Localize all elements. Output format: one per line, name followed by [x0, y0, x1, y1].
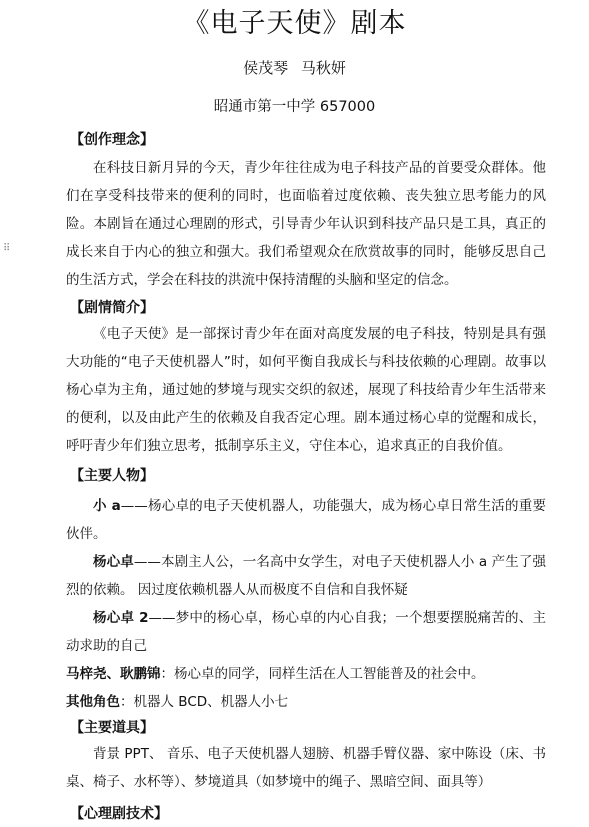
props-paragraph: 背景 PPT、 音乐、电子天使机器人翅膀、机器手臂仪器、家中陈设（床、书桌、椅子、水杯等）、梦境道具（如梦境中的绳子、黑暗空间、面具等） — [66, 746, 546, 790]
character-name: 小 a — [93, 498, 121, 514]
section-heading-synopsis: 【剧情简介】 — [70, 300, 154, 316]
character-entry — [66, 688, 546, 716]
drag-handle-icon[interactable]: ⠿ — [3, 243, 12, 254]
author-line: 侯茂琴 马秋妍 — [243, 59, 346, 77]
section-heading-characters: 【主要人物】 — [70, 468, 154, 484]
character-name: 马梓尧、耿鹏锦 — [66, 666, 161, 682]
section-heading-technique: 【心理剧技术】 — [70, 806, 168, 822]
character-description: ：机器人 BCD、机器人小七 — [120, 694, 289, 710]
character-entry — [66, 548, 546, 604]
character-description: ：杨心卓的同学，同样生活在人工智能普及的社会中。 — [160, 666, 485, 682]
character-name: 杨心卓 — [93, 554, 134, 570]
character-name: 其他角色 — [66, 694, 120, 710]
character-description: ——杨心卓的电子天使机器人，功能强大，成为杨心卓日常生活的重要伙伴。 — [66, 498, 547, 542]
character-entry — [66, 660, 546, 688]
section-heading-concept: 【创作理念】 — [70, 132, 154, 148]
section-heading-props: 【主要道具】 — [70, 720, 154, 736]
character-entry — [66, 604, 546, 660]
character-name: 杨心卓 2 — [93, 610, 149, 626]
character-description: ——本剧主人公，一名高中女学生，对电子天使机器人小 a 产生了强烈的依赖。 因过度依赖机器人从而极度不自信和自我怀疑 — [66, 554, 546, 598]
character-description: ——梦中的杨心卓，杨心卓的内心自我；一个想要摆脱痛苦的、主动求助的自己 — [66, 610, 546, 654]
document-title: 《电子天使》剧本 — [182, 8, 407, 39]
school-line: 昭通市第一中学 657000 — [213, 99, 376, 115]
synopsis-paragraph: 《电子天使》是一部探讨青少年在面对高度发展的电子科技，特别是具有强大功能的“电子天使机器人”时，如何平衡自我成长与科技依赖的心理剧。故事以杨心卓为主角，通过她的梦境与现实交织的叙述，展现了科技给青少年生活带来的便利，以及由此产生的依赖及自我否定心理。剧本通过杨心卓的觉醒和成长，呼吁青少年们独立思考，抵制享乐主义，守住本心，追求真正的自我价值。 — [66, 326, 546, 454]
character-entry — [66, 492, 546, 548]
concept-paragraph: 在科技日新月异的今天，青少年往往成为电子科技产品的首要受众群体。他们在享受科技带来的便利的同时，也面临着过度依赖、丧失独立思考能力的风险。本剧旨在通过心理剧的形式，引导青少年认识到科技产品只是工具，真正的成长来自于内心的独立和强大。我们希望观众在欣赏故事的同时，能够反思自己的生活方式，学会在科技的洪流中保持清醒的头脑和坚定的信念。 — [66, 160, 546, 288]
